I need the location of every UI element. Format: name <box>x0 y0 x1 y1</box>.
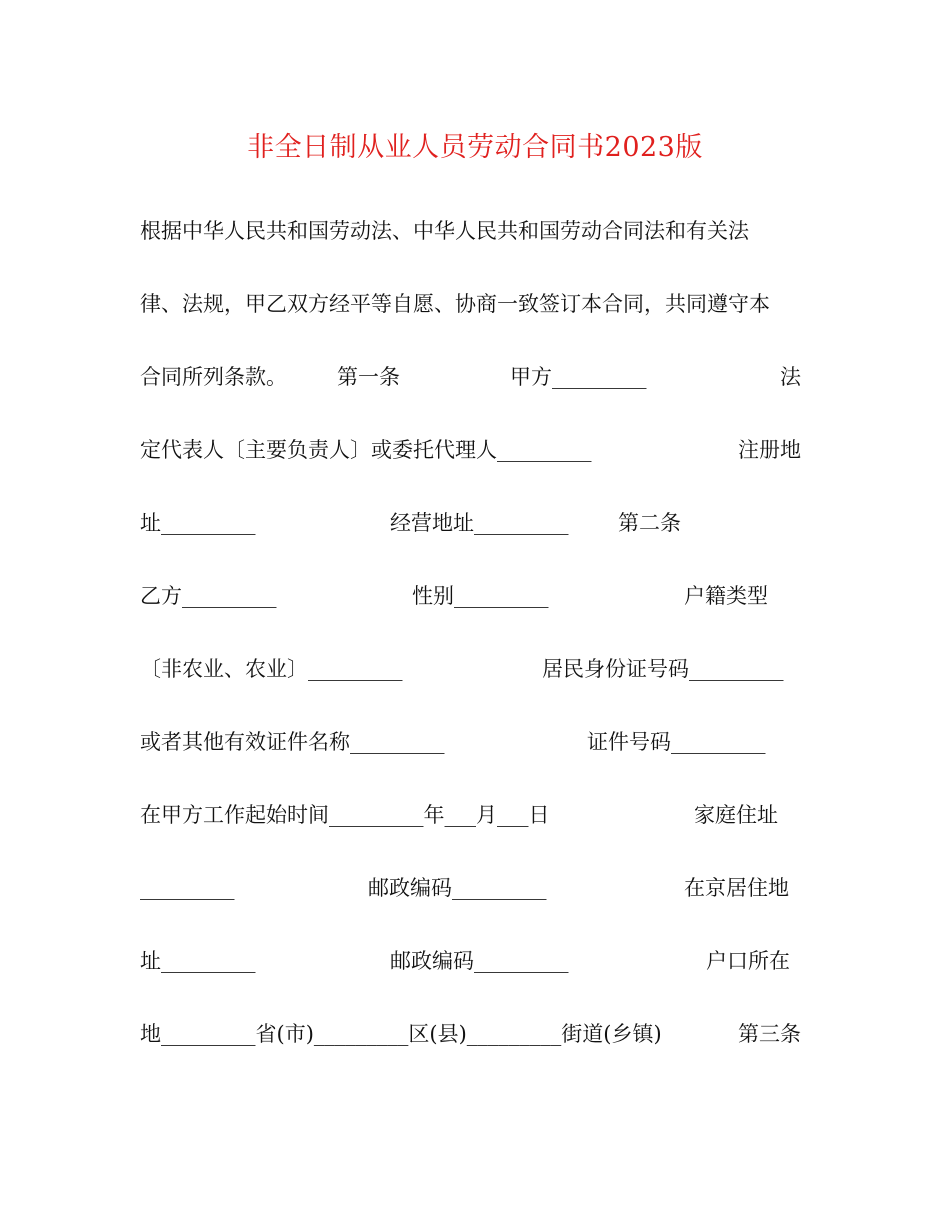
line-4-seg-1: 定代表人〔主要负责人〕或委托代理人_________ <box>140 438 592 462</box>
line-10-seg-3: 在京居住地 <box>684 876 789 900</box>
line-5-seg-1: 址_________ <box>140 511 256 535</box>
line-9-seg-1: 在甲方工作起始时间_________年___月___日 <box>140 803 550 827</box>
text-line-11 <box>140 944 810 978</box>
line-8-seg-1: 或者其他有效证件名称_________ <box>140 730 445 754</box>
line-6-seg-2: 性别_________ <box>412 584 549 608</box>
line-3-seg-2: 第一条 <box>337 365 400 389</box>
line-8-seg-2: 证件号码_________ <box>587 730 766 754</box>
line-10-seg-1: _________ <box>140 876 235 900</box>
line-5-seg-2: 经营地址_________ <box>390 511 569 535</box>
line-7-seg-2: 居民身份证号码_________ <box>542 657 784 681</box>
line-10-seg-2: 邮政编码_________ <box>368 876 547 900</box>
line-11-seg-2: 邮政编码_________ <box>390 949 569 973</box>
line-6-seg-1: 乙方_________ <box>140 584 277 608</box>
line-3-seg-3: 甲方_________ <box>510 365 647 389</box>
text-line-7 <box>140 652 810 686</box>
line-11-seg-1: 址_________ <box>140 949 256 973</box>
line-7-seg-1: 〔非农业、农业〕_________ <box>140 657 403 681</box>
text-line-1 <box>140 214 810 248</box>
line-5-seg-3: 第二条 <box>618 511 681 535</box>
text-line-5 <box>140 506 810 540</box>
line-11-seg-3: 户口所在 <box>706 949 790 973</box>
document-title: 非全日制从业人员劳动合同书2023版 <box>247 132 703 163</box>
text-line-6 <box>140 579 810 613</box>
text-line-4 <box>140 433 810 467</box>
line-1-text: 根据中华人民共和国劳动法、中华人民共和国劳动合同法和有关法 <box>140 219 749 243</box>
text-line-3 <box>140 360 810 394</box>
line-12-seg-2: 第三条 <box>738 1022 801 1046</box>
line-12-seg-1: 地_________省(市)_________区(县)_________街道(乡镇) <box>140 1022 662 1046</box>
text-line-12 <box>140 1017 810 1051</box>
line-4-seg-2: 注册地 <box>738 438 801 462</box>
line-3-seg-4: 法 <box>780 365 801 389</box>
text-line-8 <box>140 725 810 759</box>
text-line-10 <box>140 871 810 905</box>
line-2-text: 律、法规，甲乙双方经平等自愿、协商一致签订本合同，共同遵守本 <box>140 292 770 316</box>
text-line-9 <box>140 798 810 832</box>
line-6-seg-3: 户籍类型 <box>684 584 768 608</box>
line-3-seg-1: 合同所列条款。 <box>140 365 287 389</box>
text-line-2 <box>140 287 810 321</box>
line-9-seg-2: 家庭住址 <box>694 803 778 827</box>
